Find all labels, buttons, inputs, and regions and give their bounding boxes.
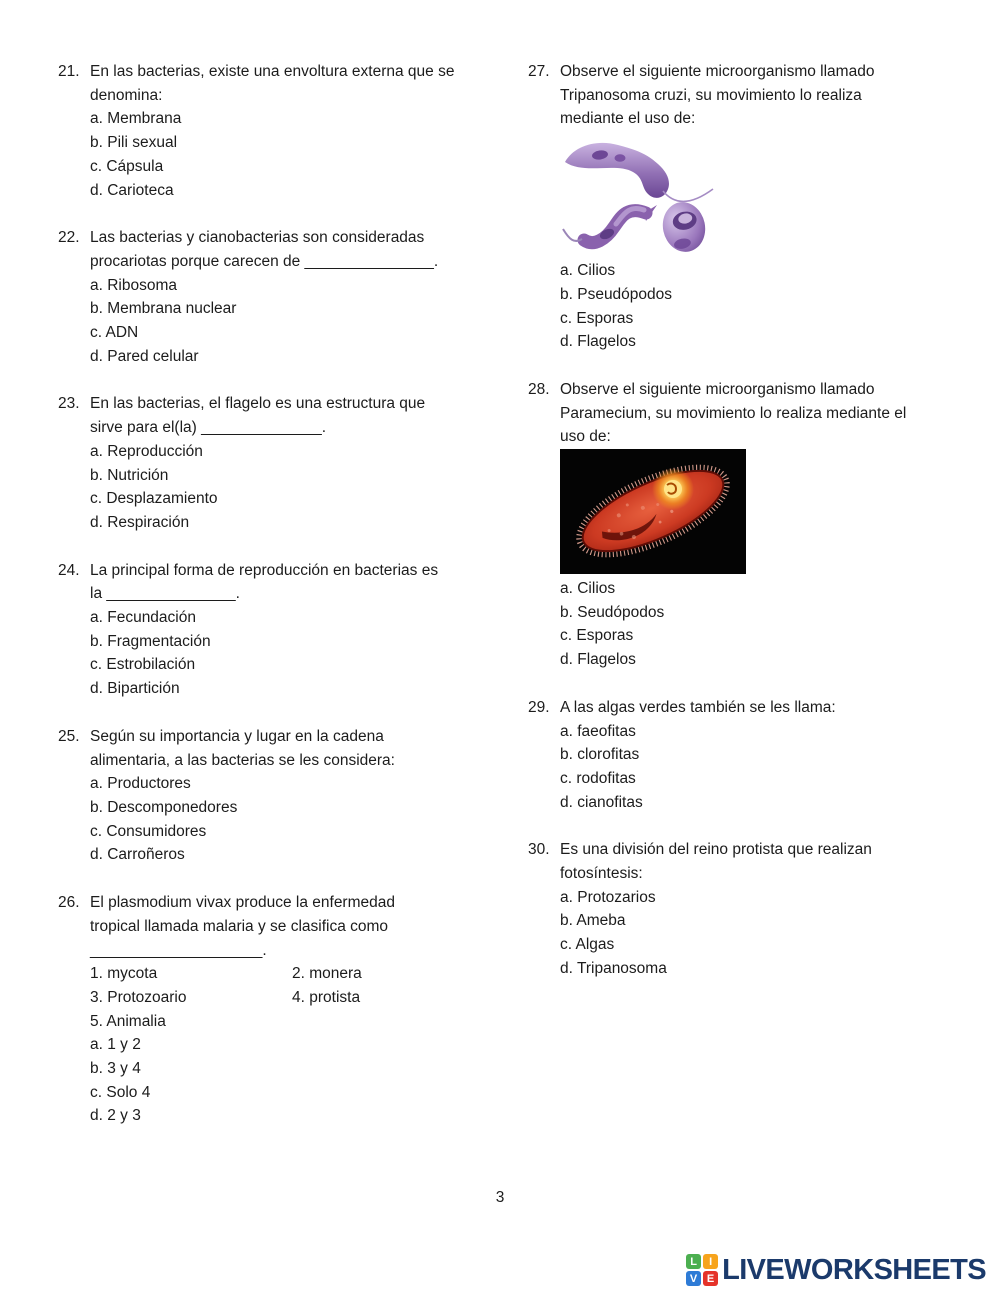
answer-option[interactable]: a. Ribosoma [90,276,178,294]
answer-option[interactable]: a. Membrana [90,110,182,128]
answer-option[interactable]: a. Reproducción [90,442,203,460]
answer-option[interactable]: a. 1 y 2 [90,1036,141,1054]
answer-option[interactable]: b. Pili sexual [90,134,178,152]
logo-letter-l: L [686,1254,701,1269]
logo-letter-i: I [703,1254,718,1269]
numbered-items-row [90,1010,516,1034]
question-text-line: Las bacterias y cianobacterias son consideradas [90,229,425,247]
question-number: 27. [528,63,550,80]
question-text-line: sirve para el(la) ______________. [90,419,327,437]
answer-option[interactable]: b. Seudópodos [560,603,665,621]
answer-option[interactable]: c. Desplazamiento [90,490,218,508]
question-text-line: uso de: [560,428,611,446]
answer-option[interactable]: a. Cilios [560,262,616,280]
question-body [90,725,516,867]
numbered-item: 4. protista [292,988,361,1006]
answer-option[interactable]: a. faeofitas [560,722,636,740]
question-text-line: procariotas porque carecen de _______________. [90,252,439,270]
question-text-line: Paramecium, su movimiento lo realiza mediante el [560,404,907,422]
question-text-line: la _______________. [90,585,240,603]
answer-option[interactable]: c. Estrobilación [90,656,196,674]
answer-option[interactable]: a. Fecundación [90,609,196,627]
logo-letter-v: V [686,1271,701,1286]
question-number: 29. [528,698,550,716]
answer-option[interactable]: d. Respiración [90,513,190,531]
question-text-line: La principal forma de reproducción en bacterias es [90,561,439,579]
answer-option[interactable]: a. Protozarios [560,888,656,906]
numbered-item: 3. Protozoario [90,988,187,1006]
answer-option[interactable]: d. Pared celular [90,347,199,365]
answer-option[interactable]: b. Pseudópodos [560,285,673,303]
answer-option[interactable]: c. Cápsula [90,157,164,175]
liveworksheets-icon [686,1254,718,1286]
question-body [90,226,516,368]
question-text-line: Tripanosoma cruzi, su movimiento lo realiza [560,86,862,104]
question-24 [58,559,516,701]
answer-option[interactable]: d. 2 y 3 [90,1107,141,1125]
question-text-line: Según su importancia y lugar en la cadena [90,727,384,745]
question-number: 30. [528,841,550,859]
answer-option[interactable]: b. Nutrición [90,466,169,484]
numbered-items-row [90,986,516,1010]
question-text-line: En las bacterias, existe una envoltura externa que se [90,63,455,80]
question-body [90,60,516,202]
question-text-line: tropical llamada malaria y se clasifica como [90,917,389,935]
question-body [90,891,516,1128]
answer-option[interactable]: d. cianofitas [560,793,643,811]
answer-option[interactable]: c. Solo 4 [90,1083,151,1101]
question-body [90,559,516,701]
question-text-line: mediante el uso de: [560,110,696,128]
question-text-line: En las bacterias, el flagelo es una estructura que [90,395,426,413]
numbered-item: 2. monera [292,965,362,983]
question-number: 24. [58,561,80,579]
numbered-item: 1. mycota [90,965,158,983]
answer-option[interactable]: c. Esporas [560,309,634,327]
paramecium-image [560,449,994,574]
question-blank-line: ____________________. [90,941,267,959]
question-body [560,696,994,815]
answer-option[interactable]: c. ADN [90,324,139,342]
answer-option[interactable]: c. Esporas [560,627,634,645]
question-text-line: fotosíntesis: [560,865,643,883]
question-text-line: alimentaria, a las bacterias se les considera: [90,751,395,769]
question-text-line: El plasmodium vivax produce la enfermedad [90,894,395,912]
question-27 [528,60,994,354]
liveworksheets-logo[interactable] [686,1253,986,1287]
numbered-items-row [90,962,516,986]
question-25 [58,725,516,867]
question-body [90,392,516,534]
question-text-line: Observe el siguiente microorganismo llamado [560,380,875,398]
question-body [560,378,994,672]
answer-option[interactable]: d. Bipartición [90,680,180,698]
question-text-line: Observe el siguiente microorganismo llamado [560,63,875,80]
question-body [560,838,994,980]
answer-option[interactable]: d. Flagelos [560,333,636,351]
answer-option[interactable]: b. Ameba [560,912,626,930]
numbered-item: 5. Animalia [90,1012,166,1030]
answer-option[interactable]: d. Carroñeros [90,846,185,864]
question-number: 26. [58,894,80,912]
question-29 [528,696,994,815]
trypanosoma-cruzi-image [560,131,994,256]
answer-option[interactable]: a. Productores [90,775,191,793]
answer-option[interactable]: d. Tripanosoma [560,959,667,977]
logo-letter-e: E [703,1271,718,1286]
answer-option[interactable]: c. Algas [560,936,615,954]
question-number: 23. [58,395,80,413]
answer-option[interactable]: d. Flagelos [560,651,636,669]
answer-option[interactable]: c. rodofitas [560,769,636,787]
question-number: 22. [58,229,80,247]
page-number: 3 [495,1189,505,1206]
answer-option[interactable]: b. Fragmentación [90,632,211,650]
question-text-line: denomina: [90,86,163,104]
question-30 [528,838,994,980]
question-number: 25. [58,727,80,745]
question-22 [58,226,516,368]
answer-option[interactable]: b. clorofitas [560,746,640,764]
answer-option[interactable]: d. Carioteca [90,181,174,199]
answer-option[interactable]: b. Descomponedores [90,798,238,816]
question-text-line: Es una división del reino protista que realizan [560,841,872,859]
question-text-line: A las algas verdes también se les llama: [560,698,836,716]
answer-option[interactable]: a. Cilios [560,580,616,598]
question-28 [528,378,994,672]
answer-option[interactable]: b. Membrana nuclear [90,300,237,318]
right-column [528,60,994,1005]
question-number: 28. [528,380,550,398]
logo-text: LIVEWORKSHEETS [722,1254,986,1286]
answer-option[interactable]: b. 3 y 4 [90,1060,141,1078]
answer-option[interactable]: c. Consumidores [90,822,207,840]
question-26 [58,891,516,1128]
left-column [58,60,516,1152]
question-body [560,60,994,354]
question-number: 21. [58,63,80,80]
question-21 [58,60,516,202]
question-23 [58,392,516,534]
